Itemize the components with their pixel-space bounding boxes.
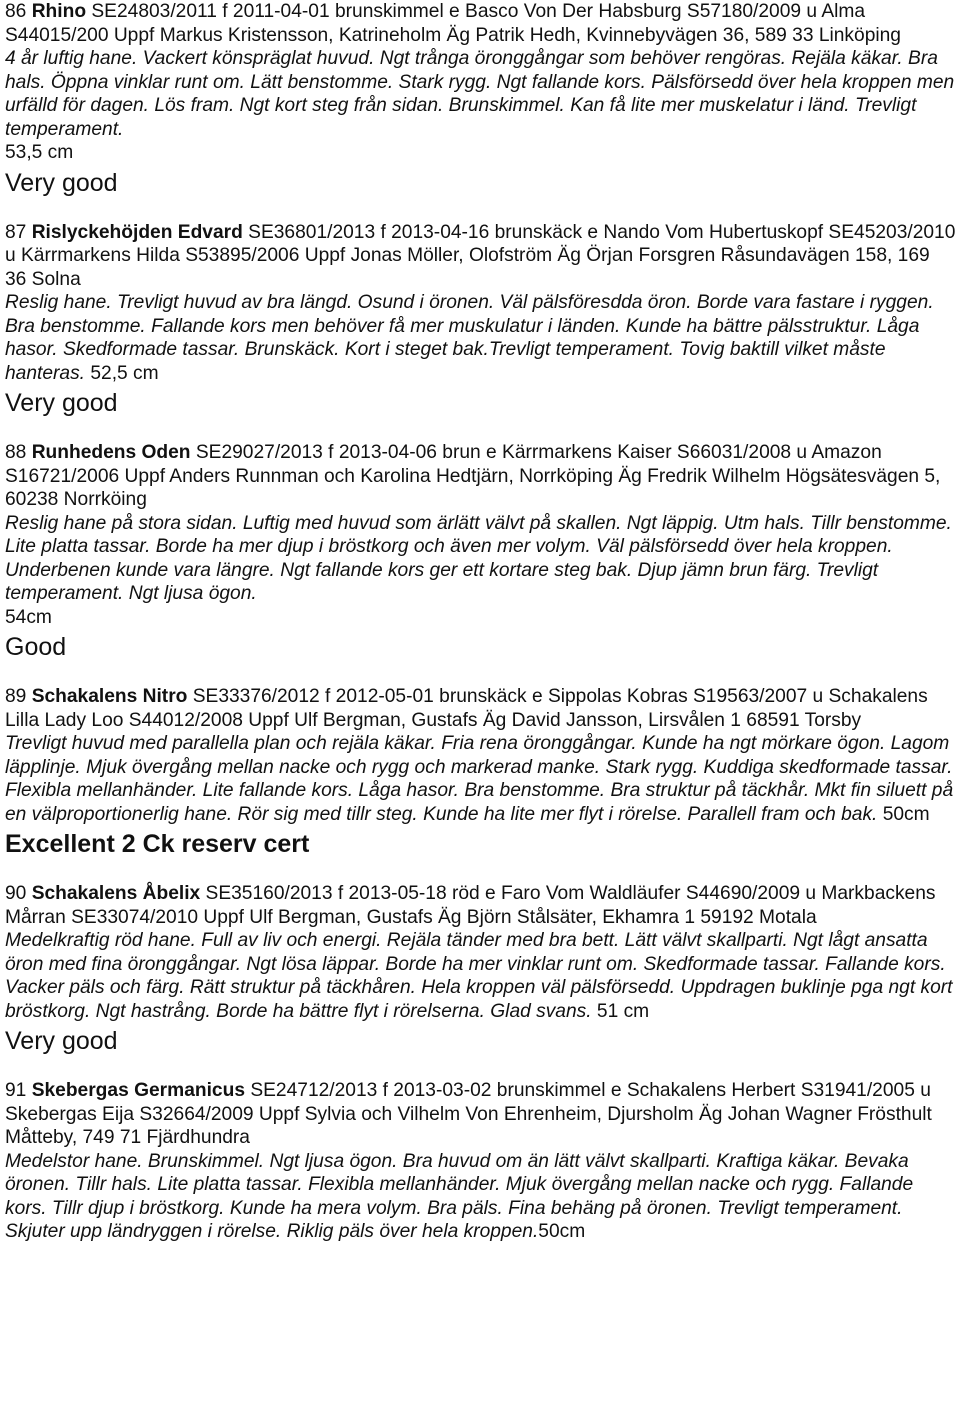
critique-text: Reslig hane. Trevligt huvud av bra längd. Osund i öronen. Väl pälsföresdda öron. Borde vara fastare i ryggen. Bra benstomme. Fallande kors men behöver få mer muskulatur i länden. Kunde ha bättre pälsstruktur. Låga hasor. Skedformade tassar. Brunskäck. Kort i steget bak.Trevligt temperament. Tovig baktill vilket måste hanteras. — [5, 292, 934, 384]
entry-header — [4, 221, 956, 292]
critique-block — [4, 291, 956, 385]
critique-block — [4, 929, 956, 1023]
height-value: 53,5 cm — [5, 142, 74, 163]
spacer — [4, 663, 956, 685]
dog-entry-87 — [4, 221, 956, 420]
height-value: 54cm — [5, 606, 52, 628]
critique-text: Trevligt huvud med parallella plan och rejäla käkar. Fria rena öronggångar. Kunde ha ngt mörkare ögon. Lagom läpplinje. Mjuk övergång mellan nacke och rygg och markerad manke. Stark rygg. Kuddiga skedformade tassar. Flexibla mellanhänder. Lite fallande kors. Låga hasor. Bra benstomme. Bra struktur på täckhår. Mkt fin siluett på en välproportionerlig hane. Rör sig med tillr steg. Kunde ha lite mer flyt i rörelse. Parallell fram och bak. — [5, 733, 954, 825]
critique-text: Medelkraftig röd hane. Full av liv och energi. Rejäla tänder med bra bett. Lätt välvt skallparti. Ngt lågt ansatta öron med fina öronggångar. Ngt lösa läppar. Borde ha mer vinklar runt om. Skedformade tassar. Fallande kors. Vacker päls och färg. Rätt struktur på täckhåren. Hela kroppen väl pälsförsedd. Uppdragen buklinje pga ngt kort bröstkorg. Ngt hastrång. Borde ha bättre flyt i rörelserna. Glad svans. — [5, 930, 953, 1022]
critique-text: 4 år luftig hane. Vackert könspräglat huvud. Ngt trånga öronggångar som behöver rengöras. Rejäla käkar. Bra hals. Öppna vinklar runt om. Lätt benstomme. Stark rygg. Ngt fallande kors. Pälsförsedd över hela kroppen men urfälld för dagen. Lös fram. Ngt kort steg från sidan. Brunskimmel. Kan få lite mer muskelatur i länd. Trevligt temperament. — [5, 48, 955, 140]
dog-entry-88 — [4, 441, 956, 663]
catalog-number: 91 — [5, 1080, 27, 1101]
dog-name: Runhedens Oden — [31, 442, 191, 463]
height-value: 50cm — [877, 803, 930, 825]
spacer — [4, 1057, 956, 1079]
grade: Very good — [5, 168, 118, 197]
critique-text: Reslig hane på stora sidan. Luftig med huvud som ärlätt välvt på skallen. Ngt läppig. Utm hals. Tillr benstomme. Lite platta tassar. Borde ha mer djup i bröstkorg och även mer volym. Väl pälsförsedd över hela kroppen. Underbenen kunde vara längre. Ngt fallande kors ger ett kortare steg bak. Djup jämn brun färg. Trevligt temperament. Ngt ljusa ögon. — [5, 512, 952, 604]
dog-entry-86 — [4, 0, 956, 199]
grade: Very good — [5, 1027, 118, 1055]
entry-header — [4, 685, 956, 732]
critique-text: Medelstor hane. Brunskimmel. Ngt ljusa ögon. Bra huvud om än lätt välvt skallparti. Kraftiga käkar. Bevaka öronen. Tillr hals. Lite platta tassar. Flexibla mellanhänder. Mjuk övergång mellan nacke och rygg. Fallande kors. Tillr djup i bröstkorg. Kunde ha mera volym. Bra päls. Fina behäng på öronen. Trevligt temperament. Skjuter upp ländryggen i rörelse. Riklig päls över hela kroppen. — [5, 1150, 914, 1242]
height-value: 51 cm — [591, 1000, 650, 1022]
spacer — [4, 860, 956, 882]
registration-info: SE35160/2013 f 2013-05-18 röd e Faro Vom Waldläufer S44690/2009 u Markbackens Mårran SE33074/2010 Uppf Ulf Bergman, Gustafs Äg Björn Stålsäter, Ekhamra 1 59192 Motala — [5, 883, 936, 928]
spacer — [4, 419, 956, 441]
dog-name: Rhino — [31, 1, 87, 22]
dog-name: Rislyckehöjden Edvard — [31, 221, 243, 243]
catalog-number: 89 — [5, 686, 27, 707]
catalog-number: 87 — [5, 221, 27, 243]
dog-name: Schakalens Åbelix — [31, 883, 201, 904]
entry-header — [4, 0, 956, 47]
entry-header — [4, 882, 956, 929]
registration-info: SE24803/2011 f 2011-04-01 brunskimmel e Basco Von Der Habsburg S57180/2009 u Alma S44015/200 Uppf Markus Kristensson, Katrineholm Äg Patrik Hedh, Kvinnebyvägen 36, 589 33 Linköping — [5, 1, 901, 46]
registration-info: SE36801/2013 f 2013-04-16 brunskäck e Nando Vom Hubertuskopf SE45203/2010 u Kärrmarkens Hilda S53895/2006 Uppf Jonas Möller, Olofström Äg Örjan Forsgren Råsundavägen 158, 169 36 Solna — [5, 221, 956, 290]
dog-entry-89 — [4, 685, 956, 860]
registration-info: SE24712/2013 f 2013-03-02 brunskimmel e Schakalens Herbert S31941/2005 u Skebergas Eija S32664/2009 Uppf Sylvia och Vilhelm Von Ehrenheim, Djursholm Äg Johan Wagner Frösthult Måtteby, 749 71 Fjärdhundra — [5, 1080, 932, 1148]
dog-entry-91 — [4, 1079, 956, 1244]
critique-block — [4, 47, 956, 165]
grade: Excellent 2 Ck reserv cert — [5, 830, 310, 858]
catalog-number: 90 — [5, 883, 27, 904]
dog-name: Schakalens Nitro — [31, 686, 188, 707]
critique-block — [4, 512, 956, 630]
spacer — [4, 199, 956, 221]
height-value: 50cm — [538, 1221, 586, 1242]
entry-header — [4, 1079, 956, 1150]
grade: Very good — [5, 389, 118, 417]
dog-entry-90 — [4, 882, 956, 1057]
registration-info: SE29027/2013 f 2013-04-06 brun e Kärrmarkens Kaiser S66031/2008 u Amazon S16721/2006 Uppf Anders Runnman och Karolina Hedtjärn, Norrköping Äg Fredrik Wilhelm Högsätesvägen 5, 60238 Norrköing — [5, 442, 941, 510]
dog-name: Skebergas Germanicus — [31, 1080, 245, 1101]
catalog-number: 86 — [5, 1, 27, 22]
entry-header — [4, 441, 956, 512]
catalog-number: 88 — [5, 442, 27, 463]
registration-info: SE33376/2012 f 2012-05-01 brunskäck e Sippolas Kobras S19563/2007 u Schakalens Lilla Lady Loo S44012/2008 Uppf Ulf Bergman, Gustafs Äg David Jansson, Lirsvålen 1 68591 Torsby — [5, 686, 928, 731]
critique-block — [4, 1150, 956, 1244]
height-value: 52,5 cm — [85, 362, 159, 384]
critique-block — [4, 732, 956, 826]
grade: Good — [5, 633, 67, 661]
